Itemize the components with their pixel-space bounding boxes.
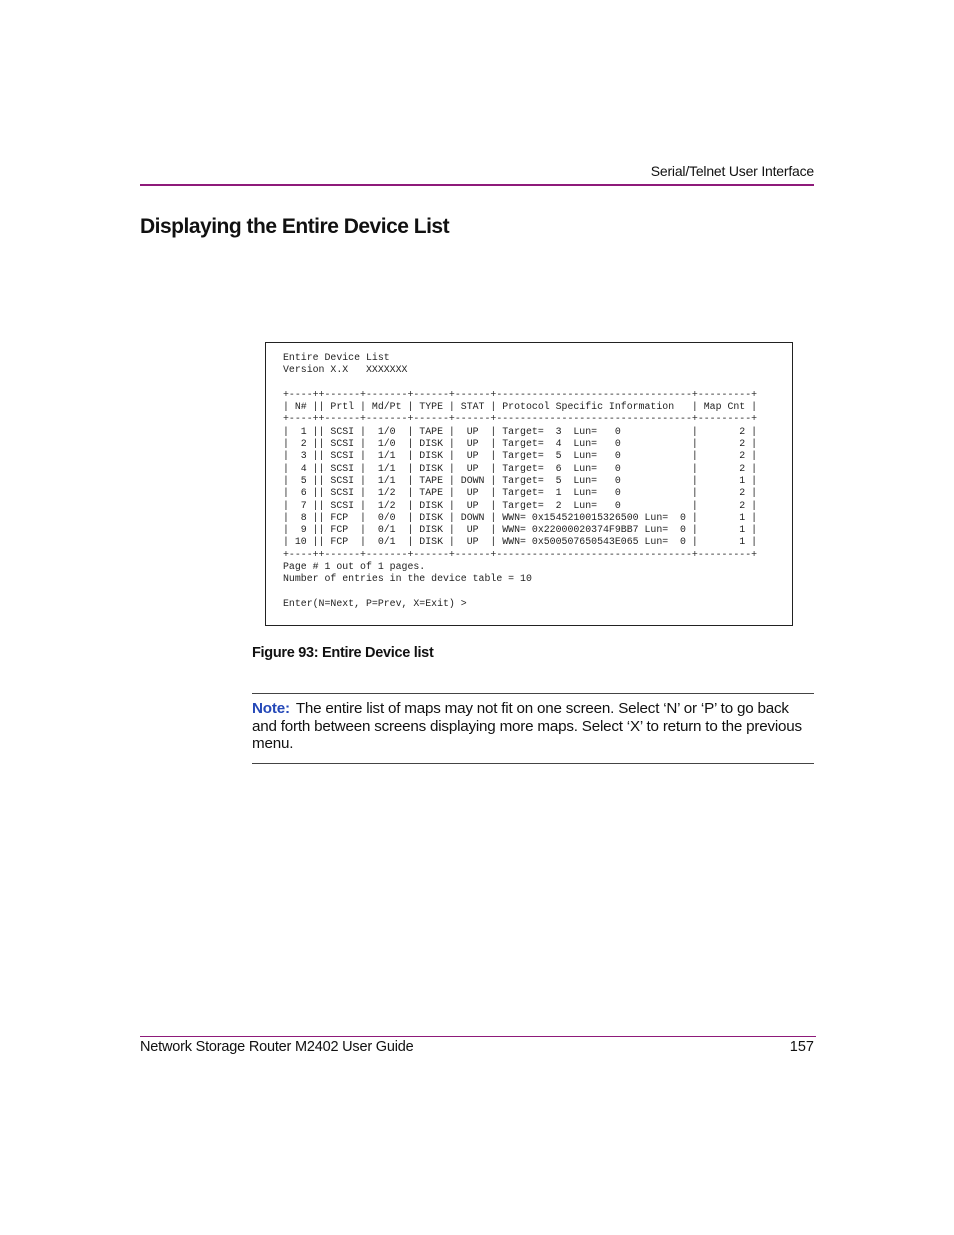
footer-document-title: Network Storage Router M2402 User Guide — [140, 1039, 414, 1055]
terminal-line: | 10 || FCP | 0/1 | DISK | UP | WWN= 0x500507650543E065 Lun= 0 | 1 | — [283, 536, 758, 548]
page-title: Displaying the Entire Device List — [140, 215, 450, 238]
running-header: Serial/Telnet User Interface — [650, 163, 814, 179]
note-block — [252, 700, 814, 753]
terminal-line: | 4 || SCSI | 1/1 | DISK | UP | Target= 6 Lun= 0 | 2 | — [283, 462, 758, 474]
terminal-line: | 6 || SCSI | 1/2 | TAPE | UP | Target= 1 Lun= 0 | 2 | — [283, 487, 758, 499]
terminal-output — [283, 352, 757, 610]
terminal-line: | 8 || FCP | 0/0 | DISK | DOWN | WWN= 0x1545210015326500 Lun= 0 | 1 | — [283, 511, 758, 523]
note-label: Note: — [252, 700, 290, 717]
note-rule-top — [252, 693, 814, 694]
terminal-line: | 7 || SCSI | 1/2 | DISK | UP | Target= 2 Lun= 0 | 2 | — [283, 499, 758, 511]
terminal-line: Number of entries in the device table = 10 — [283, 573, 532, 585]
terminal-line: Page # 1 out of 1 pages. — [283, 561, 426, 573]
terminal-screenshot — [265, 342, 793, 626]
terminal-line: | N# || Prtl | Md/Pt | TYPE | STAT | Protocol Specific Information | Map Cnt | — [283, 401, 758, 413]
terminal-line: | 2 || SCSI | 1/0 | DISK | UP | Target= 4 Lun= 0 | 2 | — [283, 438, 758, 450]
terminal-line: +----++------+-------+------+------+---------------------------------+---------+ — [283, 388, 758, 400]
note-body: The entire list of maps may not fit on one screen. Select ‘N’ or ‘P’ to go back and forth between screens displaying more maps. Select ‘X’ to return to the previous menu. — [252, 700, 802, 752]
footer-rule — [140, 1036, 816, 1037]
terminal-line: +----++------+-------+------+------+---------------------------------+---------+ — [283, 413, 758, 425]
terminal-line: | 5 || SCSI | 1/1 | TAPE | DOWN | Target= 5 Lun= 0 | 1 | — [283, 474, 758, 486]
terminal-line: Entire Device List — [283, 352, 390, 363]
terminal-line — [283, 377, 757, 389]
terminal-line — [283, 586, 757, 598]
terminal-line: | 3 || SCSI | 1/1 | DISK | UP | Target= 5 Lun= 0 | 2 | — [283, 450, 758, 462]
terminal-line: Version X.X XXXXXXX — [283, 364, 408, 376]
terminal-line: | 9 || FCP | 0/1 | DISK | UP | WWN= 0x22000020374F9BB7 Lun= 0 | 1 | — [283, 524, 758, 536]
header-rule — [140, 184, 814, 186]
note-rule-bottom — [252, 763, 814, 764]
terminal-line: +----++------+-------+------+------+---------------------------------+---------+ — [283, 548, 758, 560]
terminal-line: | 1 || SCSI | 1/0 | TAPE | UP | Target= 3 Lun= 0 | 2 | — [283, 425, 758, 437]
footer-page-number: 157 — [789, 1039, 814, 1055]
terminal-line: Enter(N=Next, P=Prev, X=Exit) > — [283, 597, 467, 609]
figure-caption: Figure 93: Entire Device list — [252, 645, 434, 661]
